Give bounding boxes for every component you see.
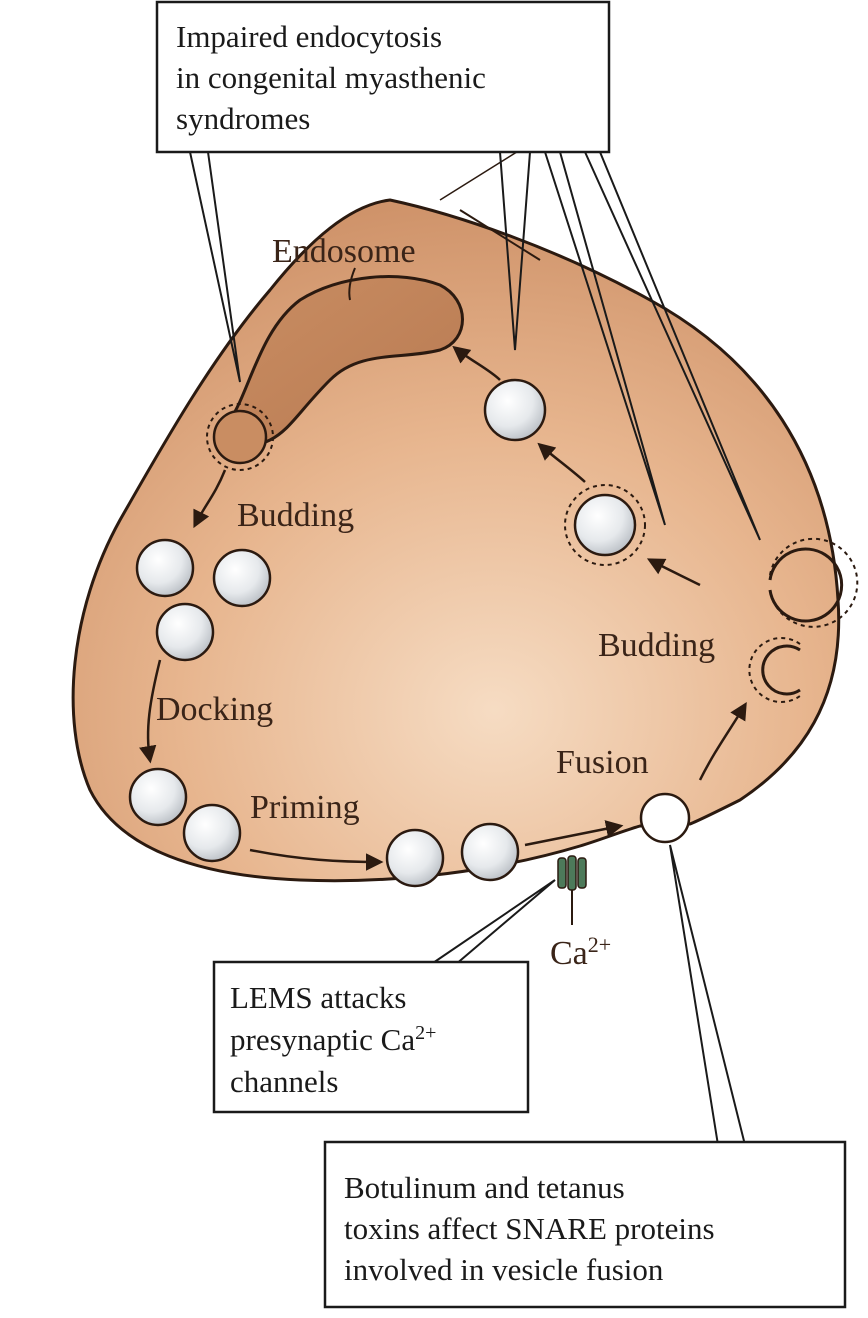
callout-toxins-line-1: Botulinum and tetanus bbox=[344, 1170, 625, 1205]
callout-endocytosis-line-2: in congenital myasthenic bbox=[176, 60, 486, 95]
label-priming: Priming bbox=[250, 789, 360, 826]
label-docking: Docking bbox=[156, 691, 274, 728]
vesicle bbox=[214, 550, 270, 606]
label-calcium: $Ca^{2+}$ bbox=[550, 931, 612, 972]
vesicle bbox=[130, 769, 186, 825]
axon-line-2 bbox=[440, 150, 520, 200]
callout-toxins-line-2: toxins affect SNARE proteins bbox=[344, 1211, 715, 1246]
vesicle bbox=[157, 604, 213, 660]
vesicle bbox=[485, 380, 545, 440]
vesicle bbox=[137, 540, 193, 596]
vesicle bbox=[462, 824, 518, 880]
vesicle bbox=[184, 805, 240, 861]
label-endosome: Endosome bbox=[272, 233, 416, 270]
callout-lems-line-1: LEMS attacks bbox=[230, 980, 407, 1015]
callout-lems-pointer bbox=[430, 880, 555, 965]
calcium-channel bbox=[558, 856, 586, 890]
vesicle bbox=[387, 830, 443, 886]
label-budding-right: Budding bbox=[598, 627, 716, 664]
callout-lems-line-2: presynaptic $Ca^{2+}$ bbox=[230, 1022, 437, 1057]
callout-endocytosis-pointer-left bbox=[190, 152, 240, 382]
label-budding-left: Budding bbox=[237, 497, 355, 534]
callout-endocytosis-line-3: syndromes bbox=[176, 101, 311, 136]
callout-lems-line-3: channels bbox=[230, 1064, 339, 1099]
callout-endocytosis-line-1: Impaired endocytosis bbox=[176, 19, 443, 54]
callout-toxins-line-3: involved in vesicle fusion bbox=[344, 1252, 664, 1287]
fusion-pore bbox=[641, 794, 689, 842]
label-fusion: Fusion bbox=[556, 744, 649, 781]
callout-toxins-pointer bbox=[670, 845, 745, 1145]
